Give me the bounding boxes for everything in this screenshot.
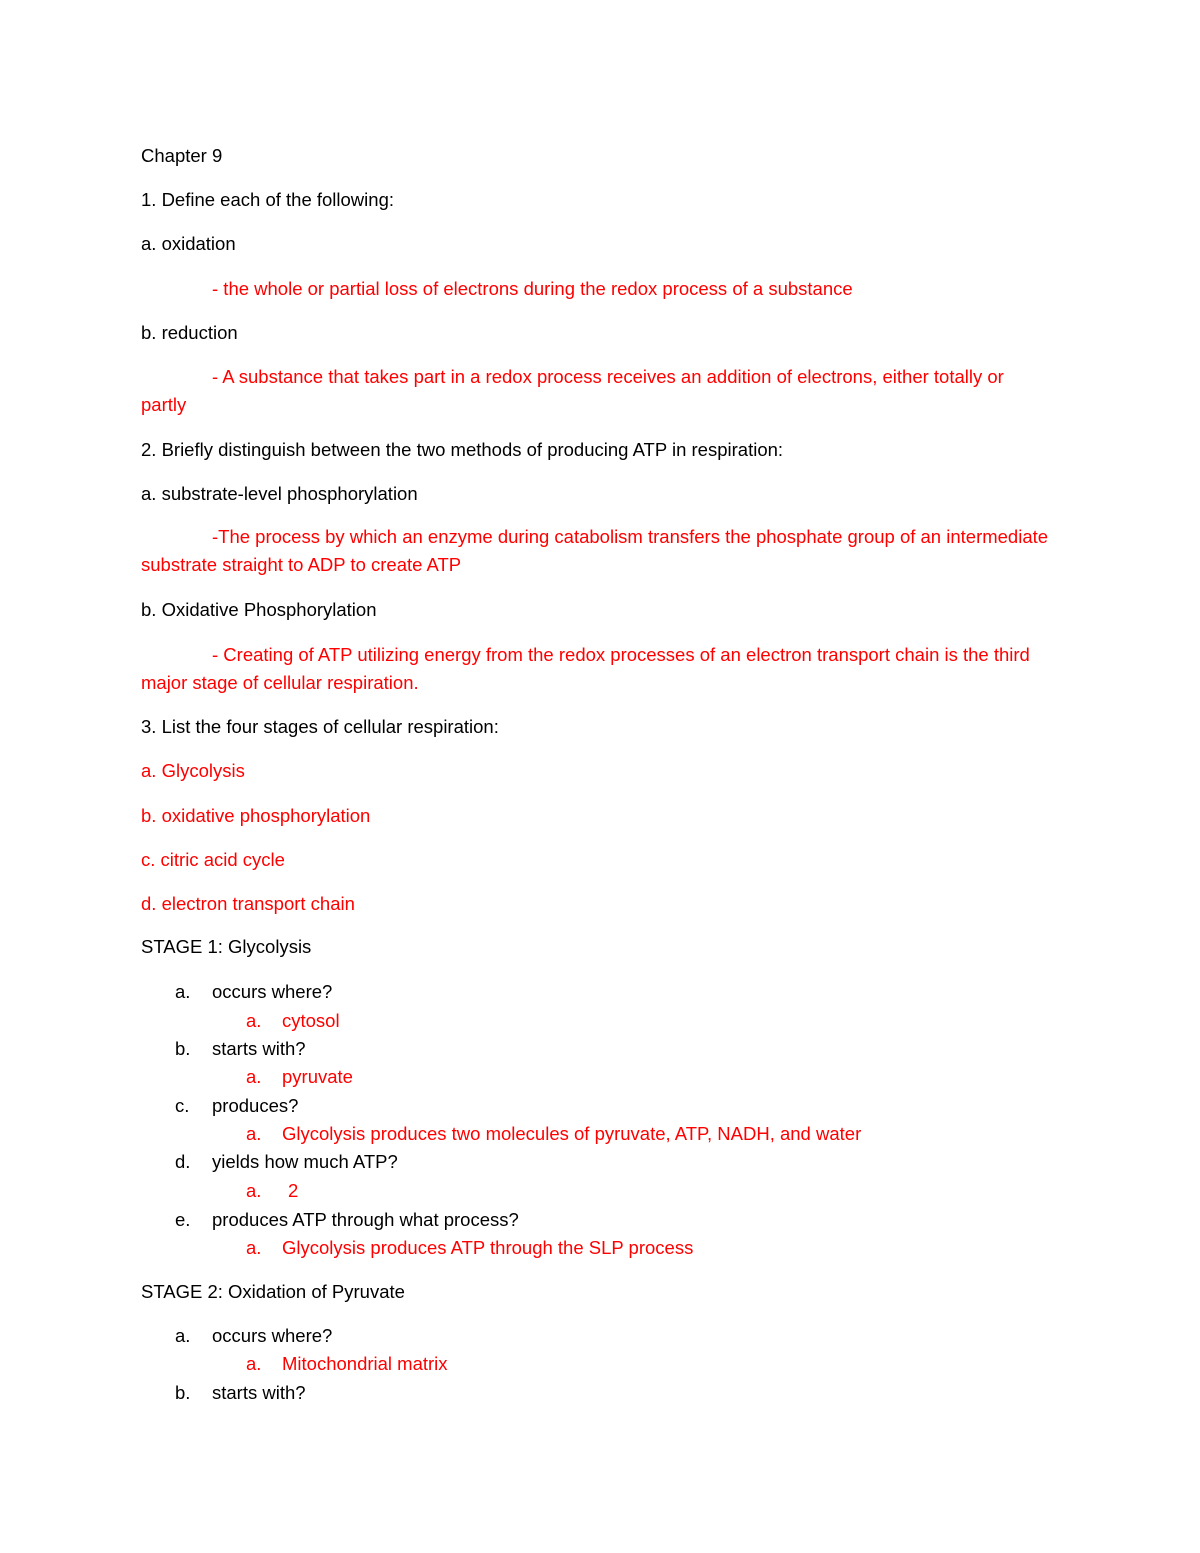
q3-answer-d: d. electron transport chain — [141, 893, 355, 914]
q1-a-label: a. oxidation — [141, 233, 236, 254]
stage2-item-question: occurs where? — [212, 1325, 333, 1346]
q2-b-answer: - Creating of ATP utilizing energy from the redox processes of an electron transport chain is the third major stage of cellular respiration. — [141, 644, 1030, 693]
stage1-item-marker: d. — [175, 1151, 191, 1172]
stage1-heading: STAGE 1: Glycolysis — [141, 936, 312, 957]
stage2-answer-marker: a. — [246, 1353, 262, 1374]
q3-answer-c: c. citric acid cycle — [141, 849, 285, 870]
stage1-answer-marker: a. — [246, 1066, 262, 1087]
stage1-item-marker: c. — [175, 1095, 190, 1116]
q2-b-label: b. Oxidative Phosphorylation — [141, 599, 377, 620]
stage1-answer: cytosol — [282, 1010, 340, 1031]
q2-a-label: a. substrate-level phosphorylation — [141, 483, 418, 504]
q1-prompt: 1. Define each of the following: — [141, 189, 394, 210]
q2-prompt: 2. Briefly distinguish between the two methods of producing ATP in respiration: — [141, 439, 784, 460]
stage1-item-question: yields how much ATP? — [212, 1151, 398, 1172]
stage1-item-question: starts with? — [212, 1038, 306, 1059]
stage1-item-question: produces ATP through what process? — [212, 1209, 519, 1230]
stage1-answer-marker: a. — [246, 1180, 262, 1201]
stage2-item-question: starts with? — [212, 1382, 306, 1403]
stage1-item-question: produces? — [212, 1095, 299, 1116]
stage2-item-marker: b. — [175, 1382, 191, 1403]
stage1-answer: Glycolysis produces ATP through the SLP process — [282, 1237, 694, 1258]
stage1-answer-marker: a. — [246, 1237, 262, 1258]
stage1-answer: Glycolysis produces two molecules of pyruvate, ATP, NADH, and water — [282, 1123, 862, 1144]
q3-answer-b: b. oxidative phosphorylation — [141, 805, 371, 826]
stage2-item-marker: a. — [175, 1325, 191, 1346]
q2-a-answer: -The process by which an enzyme during catabolism transfers the phosphate group of an intermediate substrate straight to ADP to create ATP — [141, 526, 1049, 575]
stage1-item-marker: b. — [175, 1038, 191, 1059]
stage2-heading: STAGE 2: Oxidation of Pyruvate — [141, 1281, 405, 1302]
stage1-item-question: occurs where? — [212, 981, 333, 1002]
q1-a-answer: - the whole or partial loss of electrons during the redox process of a substance — [212, 278, 853, 299]
q1-b-answer: - A substance that takes part in a redox process receives an addition of electrons, either totally or partly — [141, 366, 1004, 415]
stage1-answer: 2 — [288, 1180, 299, 1201]
stage1-answer-marker: a. — [246, 1123, 262, 1144]
stage2-answer: Mitochondrial matrix — [282, 1353, 448, 1374]
stage1-answer: pyruvate — [282, 1066, 353, 1087]
chapter-title: Chapter 9 — [141, 145, 223, 166]
stage1-answer-marker: a. — [246, 1010, 262, 1031]
q3-prompt: 3. List the four stages of cellular respiration: — [141, 716, 499, 737]
q1-b-label: b. reduction — [141, 322, 238, 343]
q3-answer-a: a. Glycolysis — [141, 760, 245, 781]
stage1-item-marker: e. — [175, 1209, 191, 1230]
stage1-item-marker: a. — [175, 981, 191, 1002]
